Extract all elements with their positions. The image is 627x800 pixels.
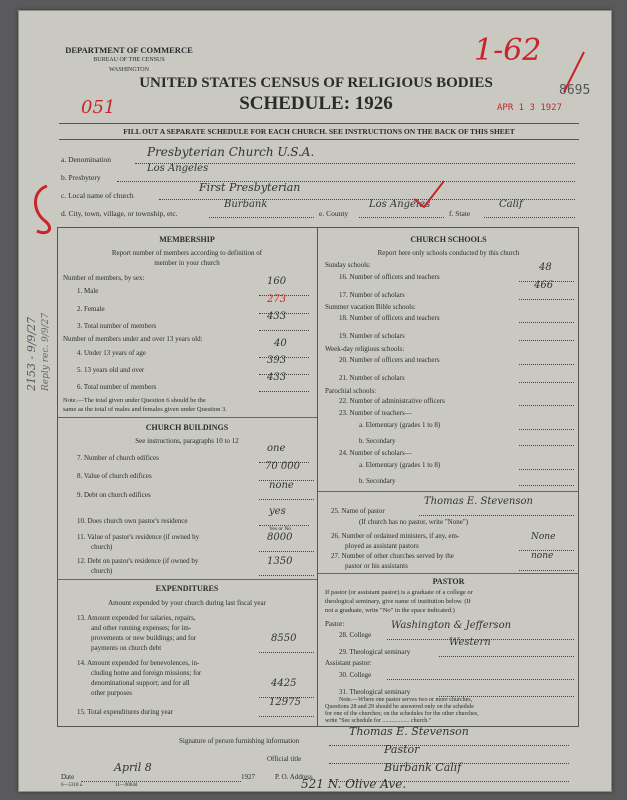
buildings-sub: See instructions, paragraphs 10 to 12 xyxy=(135,437,239,445)
q26-field[interactable] xyxy=(519,541,574,551)
q27-field[interactable] xyxy=(519,561,574,571)
q3-label: 3. Total number of members xyxy=(77,322,157,330)
q15-label: 15. Total expenditures during year xyxy=(77,708,173,716)
red-tick-county-icon xyxy=(409,179,449,209)
q5-label: 5. 13 years old and over xyxy=(77,366,145,374)
q14-d: other purposes xyxy=(91,689,133,697)
pastor-note3: for one of the churches; on the schedules for the other churches, xyxy=(325,711,479,717)
q13-b: and other running expenses; for im- xyxy=(91,624,192,632)
form-schedule: SCHEDULE: 1926 xyxy=(239,93,393,114)
q23-label: 23. Number of teachers— xyxy=(339,409,412,417)
q25-note: (If church has no pastor, write "None") xyxy=(359,518,469,526)
date-field[interactable] xyxy=(81,772,241,782)
q22-label: 22. Number of administrative officers xyxy=(339,397,445,405)
section-divider-1 xyxy=(57,417,317,418)
q4-label: 4. Under 13 years of age xyxy=(77,349,146,357)
denomination-label: a. Denomination xyxy=(61,155,111,164)
assistant-label: Assistant pastor: xyxy=(325,659,372,667)
q25-value: Thomas E. Stevenson xyxy=(424,496,533,507)
q10-value: yes xyxy=(269,506,286,517)
q21-field[interactable] xyxy=(519,373,574,383)
expenditures-title: EXPENDITURES xyxy=(155,584,219,593)
city-value: Burbank xyxy=(224,199,268,210)
q16-label: 16. Number of officers and teachers xyxy=(339,273,440,281)
q13-a: 13. Amount expended for salaries, repairs, xyxy=(77,614,196,622)
q12-value: 1350 xyxy=(267,556,293,567)
q24b-field[interactable] xyxy=(519,476,574,486)
q28-label: 28. College xyxy=(339,631,372,639)
street-address-value: 521 N. Olive Ave. xyxy=(301,777,407,791)
q11-label-b: church) xyxy=(91,543,113,551)
q17-value: 466 xyxy=(534,280,554,291)
summer-schools: Summer vacation Bible schools: xyxy=(325,303,416,311)
q8-label: 8. Value of church edifices xyxy=(77,472,152,480)
q24a-field[interactable] xyxy=(519,460,574,470)
dept-name: DEPARTMENT OF COMMERCE xyxy=(65,45,193,55)
q1-label: 1. Male xyxy=(77,287,99,295)
column-divider xyxy=(317,227,318,727)
presbytery-label: b. Presbytery xyxy=(61,173,101,182)
q17-label: 17. Number of scholars xyxy=(339,291,405,299)
pastor-intro3: not a graduate, write "No" in the space indicated.) xyxy=(325,607,455,614)
q15-value: 12975 xyxy=(269,697,301,708)
q25-label: 25. Name of pastor xyxy=(331,507,385,515)
q10-label: 10. Does church own pastor's residence xyxy=(77,517,188,525)
schedule-number: 8695 xyxy=(559,83,591,98)
schools-sub: Report here only schools conducted by this church xyxy=(377,249,520,257)
local-name-label: c. Local name of church xyxy=(61,191,134,200)
q4-value: 40 xyxy=(274,338,287,349)
q23a-field[interactable] xyxy=(519,420,574,430)
q7-value: one xyxy=(267,443,286,454)
state-label: f. State xyxy=(449,209,471,218)
pastor-note2: Questions 28 and 29 should be answered only on the schedule xyxy=(325,704,474,710)
weekday-schools: Week-day religious schools: xyxy=(325,345,405,353)
local-name-value: First Presbyterian xyxy=(199,181,301,194)
q2-label: 2. Female xyxy=(77,305,105,313)
q29-field[interactable] xyxy=(439,647,574,657)
q12-label-b: church) xyxy=(91,567,113,575)
q26-a: 26. Number of ordained ministers, if any, em- xyxy=(331,532,460,540)
q6-value: 433 xyxy=(267,372,287,383)
q27-value: none xyxy=(531,551,554,561)
denomination-value: Presbyterian Church U.S.A. xyxy=(147,145,315,159)
date-value: April 8 xyxy=(114,761,152,774)
q11-label-a: 11. Value of pastor's residence (if owned by xyxy=(77,533,200,541)
buildings-title: CHURCH BUILDINGS xyxy=(145,423,229,432)
q17-field[interactable] xyxy=(519,290,574,300)
margin-note-2: Reply rec. 9/9/27 xyxy=(41,312,51,391)
section-divider-3 xyxy=(318,491,579,492)
q6-label: 6. Total number of members xyxy=(77,383,157,391)
po-address-value: Burbank Calif xyxy=(384,761,462,774)
q29-label: 29. Theological seminary xyxy=(339,648,411,656)
q7-label: 7. Number of church edifices xyxy=(77,454,159,462)
q30-field[interactable] xyxy=(387,670,574,680)
pastor-intro2: theological seminary, give name of institution below. (If xyxy=(325,598,471,605)
q18-label: 18. Number of officers and teachers xyxy=(339,314,440,322)
q2-value: 273 xyxy=(267,294,287,305)
q30-label: 30. College xyxy=(339,671,372,679)
fill-instructions: FILL OUT A SEPARATE SCHEDULE FOR EACH CHURCH. SEE INSTRUCTIONS ON THE BACK OF THIS SHEET xyxy=(59,123,579,140)
q19-label: 19. Number of scholars xyxy=(339,332,405,340)
q14-b: cluding home and foreign missions; for xyxy=(91,669,202,677)
pastor-title: PASTOR xyxy=(432,577,465,586)
q13-d: payments on church debt xyxy=(91,644,162,652)
q23a-label: a. Elementary (grades 1 to 8) xyxy=(359,421,441,429)
q28-value: Washington & Jefferson xyxy=(391,620,512,631)
expenditures-sub: Amount expended by your church during last fiscal year xyxy=(108,599,266,607)
q27-b: pastor or his assistants xyxy=(345,562,408,570)
q26-b: ployed as assistant pastors xyxy=(345,542,419,550)
q9-value: none xyxy=(269,480,294,491)
q27-a: 27. Number of other churches served by the xyxy=(331,552,454,560)
census-schedule-sheet xyxy=(18,10,612,792)
q6-field[interactable] xyxy=(259,382,309,392)
bureau-name: BUREAU OF THE CENSUS xyxy=(93,57,165,63)
pastor-note4: write "See schedule for .................. church." xyxy=(325,718,432,724)
q1-value: 160 xyxy=(267,276,287,287)
q13-field[interactable] xyxy=(259,643,314,653)
q19-field[interactable] xyxy=(519,331,574,341)
membership-note-b: same as the total of males and females given under Question 3. xyxy=(63,406,227,413)
q9-field[interactable] xyxy=(259,490,314,500)
q14-value: 4425 xyxy=(271,678,297,689)
signature-label: Signature of person furnishing information xyxy=(179,737,300,745)
red-code: 051 xyxy=(81,97,116,118)
form-title: UNITED STATES CENSUS OF RELIGIOUS BODIES xyxy=(139,75,493,91)
form-number: 6—5318 a xyxy=(61,783,82,788)
pastor-intro1: If pastor (or assistant pastor) is a graduate of a college or xyxy=(325,589,473,596)
q14-a: 14. Amount expended for benevolences, in- xyxy=(77,659,200,667)
q9-label: 9. Debt on church edifices xyxy=(77,491,151,499)
membership-note1: Report number of members according to definition of xyxy=(111,249,263,257)
date-label: Date xyxy=(61,773,75,781)
parochial-schools: Parochial schools: xyxy=(325,387,377,395)
q10-field[interactable] xyxy=(259,516,309,526)
pastor-label: Pastor: xyxy=(325,620,345,628)
po-address-label: P. O. Address xyxy=(275,773,313,781)
q20-label: 20. Number of officers and teachers xyxy=(339,356,440,364)
city-label: d. City, town, village, or township, etc. xyxy=(61,209,178,218)
official-title-value: Pastor xyxy=(384,743,420,756)
q24b-label: b. Secondary xyxy=(359,477,396,485)
q12-field[interactable] xyxy=(259,566,314,576)
official-title-label: Official title xyxy=(267,755,302,763)
section-divider-2 xyxy=(57,579,317,580)
q16-value: 48 xyxy=(539,262,552,273)
red-tick-icon xyxy=(559,47,589,97)
received-date-stamp: APR 1 3 1927 xyxy=(497,103,563,113)
q25-field[interactable] xyxy=(419,506,574,516)
schools-title: CHURCH SCHOOLS xyxy=(410,235,487,244)
date-year: 1927 xyxy=(241,773,255,781)
presbytery-value: Los Angeles xyxy=(147,163,209,174)
membership-note2: member in your church xyxy=(154,259,220,267)
yes-no-hint: Yes or No xyxy=(269,526,292,532)
q23b-label: b. Secondary xyxy=(359,437,396,445)
form-number-2: 11—9064d xyxy=(115,783,138,788)
q5-value: 393 xyxy=(267,355,287,366)
pastor-note1: Note.—Where one pastor serves two or more churches, xyxy=(339,697,473,703)
q21-label: 21. Number of scholars xyxy=(339,374,405,382)
q29-value: Western xyxy=(449,637,491,648)
q12-label-a: 12. Debt on pastor's residence (if owned by xyxy=(77,557,199,565)
q13-value: 8550 xyxy=(271,633,297,644)
q3-value: 433 xyxy=(267,311,287,322)
q15-field[interactable] xyxy=(259,707,314,717)
q26-value: None xyxy=(531,532,556,542)
q13-c: provements or new buildings; and for xyxy=(91,634,197,642)
sunday-schools: Sunday schools: xyxy=(325,261,371,269)
section-divider-4 xyxy=(318,573,579,574)
signature-value: Thomas E. Stevenson xyxy=(349,725,469,738)
q3-field[interactable] xyxy=(259,321,309,331)
q18-field[interactable] xyxy=(519,313,574,323)
county-label: e. County xyxy=(319,209,349,218)
county-value: Los Angeles xyxy=(369,199,431,210)
q11-value: 8000 xyxy=(267,532,293,543)
red-handwritten-number: 1-62 xyxy=(474,33,542,68)
state-value: Calif xyxy=(499,199,523,210)
q31-label: 31. Theological seminary xyxy=(339,688,411,696)
q22-field[interactable] xyxy=(519,396,574,406)
state-field[interactable] xyxy=(484,208,575,218)
q24a-label: a. Elementary (grades 1 to 8) xyxy=(359,461,441,469)
bureau-city: WASHINGTON xyxy=(109,67,149,73)
membership-note-a: Note.—The total given under Question 6 should be the xyxy=(63,397,206,404)
members-by-sex: Number of members, by sex: xyxy=(63,274,145,282)
department-header xyxy=(59,45,199,75)
q24-label: 24. Number of scholars— xyxy=(339,449,412,457)
q8-value: 70 000 xyxy=(265,461,300,472)
q11-field[interactable] xyxy=(259,542,314,552)
q20-field[interactable] xyxy=(519,355,574,365)
q31-field[interactable] xyxy=(439,687,574,697)
margin-note-1: 2153 - 9/9/27 xyxy=(25,316,38,391)
membership-title: MEMBERSHIP xyxy=(159,235,215,244)
members-age: Number of members under and over 13 years old: xyxy=(63,335,203,343)
q14-c: denominational support; and for all xyxy=(91,679,190,687)
q23b-field[interactable] xyxy=(519,436,574,446)
